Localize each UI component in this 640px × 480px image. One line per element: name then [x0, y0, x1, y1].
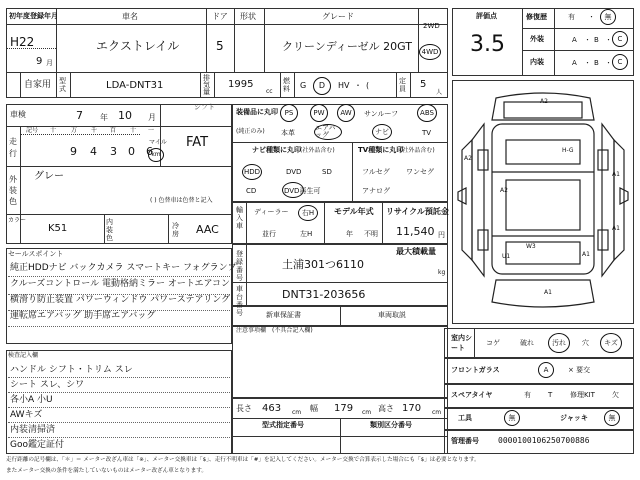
nav-hdd-label: HDD — [243, 167, 261, 176]
spare-yes: 有 — [524, 391, 531, 399]
seat-hole: 穴 — [582, 339, 589, 347]
registration-plate: 土浦301つ6110 — [282, 258, 364, 271]
color-code-label: カラー — [8, 217, 27, 224]
footer-line-2: またメーター交換の条件を満たしていないものはメーター改ざん車となります。 — [6, 468, 207, 474]
diagram-mark-4: A1 — [612, 171, 620, 178]
car-front-window — [506, 242, 580, 264]
sales-point-3: 横滑り防止装置 パワーウィンドウ パワーステアリング — [10, 295, 231, 305]
inspection-year-unit: 年 — [100, 113, 108, 122]
tools-value: 無 — [508, 413, 516, 422]
diagram-mark-5: A1 — [612, 225, 620, 232]
car-body — [492, 124, 594, 274]
car-front-outline — [492, 280, 594, 307]
mileage-unit-2: 万 — [71, 127, 78, 134]
windshield-mark: A — [543, 365, 549, 374]
import-right-circle — [298, 205, 318, 221]
ext-scale-dot2: ・ — [605, 36, 612, 44]
drive-4wd: 4WD — [421, 47, 439, 56]
mileage-digit-5: 6 — [146, 145, 153, 158]
displacement-value: 1995 — [228, 79, 254, 90]
load-label: 最大積載量 — [396, 247, 436, 256]
exterior-color-note: ( ) 色替車は色替と記入 — [150, 197, 213, 204]
length-unit: cm — [292, 409, 302, 416]
type-designation-label: 型式指定番号 — [262, 421, 304, 429]
spare-t: T — [548, 391, 553, 399]
fuel-paren: ( — [366, 81, 370, 90]
tools-label: 工具 — [458, 414, 472, 422]
recycle-label: リサイクル預託金 — [386, 207, 449, 216]
import-label: 輸入車 — [236, 206, 243, 230]
diagram-mark-9: U1 — [502, 253, 511, 260]
diagram-mark-1: A2 — [540, 98, 548, 105]
repair-no-circle — [600, 9, 616, 25]
nav-cd: CD — [246, 187, 257, 195]
diagram-mark-7: H-G — [562, 147, 574, 154]
width-value: 179 — [334, 403, 354, 414]
repair-no: 無 — [604, 12, 612, 21]
seat-tear: 破れ — [520, 339, 534, 347]
equip-airbag-label: エアバッグ — [315, 124, 336, 139]
windshield-label: フロントガラス — [451, 366, 500, 374]
interior-grade-label: 内装 — [530, 58, 544, 66]
windshield-note: × 要交 — [568, 366, 591, 374]
mileage-digit-1: 9 — [70, 145, 77, 158]
interior-seat-label: 室内シート — [451, 334, 472, 352]
nav-type-title: ナビ種類に丸印 — [252, 146, 301, 154]
seat-stain-circle — [548, 333, 570, 353]
car-name-label: 車名 — [122, 12, 138, 21]
score-value: 3.5 — [470, 32, 505, 57]
height-value: 170 — [402, 403, 422, 414]
int-scale-b: B — [594, 59, 599, 67]
mileage-unit-1: 十 — [50, 127, 57, 134]
inspector-note-2: シート スレ、シワ — [10, 380, 85, 390]
first-reg-year: H22 — [10, 35, 35, 49]
shift-value: FAT — [186, 135, 209, 150]
mile-unit: マイル — [149, 139, 167, 146]
nav-type-sub: (社外品含む) — [300, 147, 335, 154]
model-label: 型式 — [59, 77, 66, 93]
height-label: 高さ — [378, 404, 394, 413]
car-right-side — [602, 124, 614, 276]
shift-label: シフト — [194, 103, 215, 111]
fuel-hv: HV — [338, 81, 350, 90]
load-unit: kg — [438, 269, 446, 276]
chassis-value: DNT31-203656 — [282, 288, 366, 301]
height-unit: cm — [432, 409, 442, 416]
import-parallel: 並行 — [262, 230, 276, 238]
diagram-mark-3: A2 — [500, 187, 508, 194]
recycle-unit: 円 — [438, 231, 445, 239]
mileage-unit-6: 一 — [148, 127, 155, 134]
fuel-g: G — [300, 81, 307, 90]
aircon-value: AAC — [196, 223, 219, 236]
grade-label: グレード — [322, 12, 354, 21]
equip-abs — [417, 104, 437, 122]
own-use: 自家用 — [24, 80, 52, 90]
equip-pw-label: PW — [313, 108, 325, 117]
mileage-unit-4: 百 — [110, 127, 117, 134]
color-code-value: K51 — [48, 223, 68, 234]
jack-circle — [604, 410, 620, 426]
exterior-grade-label: 外装 — [530, 35, 544, 43]
inspection-year: 7 — [76, 109, 83, 122]
doors-label: ドア — [212, 12, 228, 21]
km-circle — [146, 145, 164, 162]
inspector-note-5: 内装清掃済 — [10, 425, 56, 435]
width-unit: cm — [362, 409, 372, 416]
grade-value: クリーンディーゼル 20GT — [282, 40, 413, 53]
model-value: LDA-DNT31 — [106, 80, 164, 91]
sales-point-1: 純正HDDナビ バックカメラ スマートキー フォグランプ — [10, 263, 237, 273]
car-diagram — [452, 80, 634, 324]
mileage-unit-3: 千 — [91, 127, 98, 134]
ext-scale-dot1: ・ — [584, 36, 591, 44]
car-name: エクストレイル — [96, 39, 180, 53]
footer-line-1: 走行距離の記号欄は、「＊」＝ メーター改ざん車は「※」、メーター交換車は「$」、走行不明車は「#」を記入してください。メーター交換で合算表示した場合にも「$」は必要となります。 — [6, 457, 480, 463]
capacity-unit: 人 — [436, 89, 443, 96]
nav-dvd-play: DVD再生可 — [284, 187, 321, 195]
chassis-label: 車台番号 — [236, 285, 243, 317]
notes-box — [232, 326, 448, 398]
spare-kit: 修理KIT — [570, 391, 595, 399]
header-box — [6, 8, 448, 98]
drive-4wd-circle — [419, 44, 441, 60]
seat-stain: 汚れ — [552, 338, 566, 347]
capacity-label: 定員 — [399, 77, 406, 93]
nav-dvd: DVD — [286, 168, 302, 176]
inspection-label: 車検 — [10, 110, 26, 119]
tv-oneseg: ワンセグ — [406, 168, 434, 176]
equip-abs-label: ABS — [420, 108, 434, 117]
diagram-mark-10: A1 — [544, 289, 552, 296]
equip-tv: TV — [422, 129, 432, 137]
diagram-mark-2: A2 — [464, 155, 472, 162]
repair-label: 修復歴 — [526, 13, 547, 21]
mileage-unit-0: 記号 — [26, 127, 39, 134]
sales-point-4: 運転席エアバッグ 助手席エアバッグ — [10, 311, 156, 321]
mgmt-label: 管理番号 — [451, 437, 479, 445]
new-car-warranty: 新車保証書 — [266, 311, 301, 319]
equip-aw-label: AW — [340, 108, 352, 117]
jack-label: ジャッキ — [560, 414, 588, 422]
spare-label: スペアタイヤ — [451, 391, 493, 399]
interior-c-circle — [612, 54, 628, 70]
wheel-rl — [478, 150, 488, 170]
first-reg-month: 9 — [36, 56, 43, 67]
capacity-value: 5 — [420, 79, 427, 90]
inspector-notes-label: 検査記入欄 — [8, 352, 39, 359]
inspector-note-4: AWキズ — [10, 410, 43, 420]
notes-label: 注意事項欄 — [236, 327, 267, 334]
equipment-title: 装備品に丸印 — [236, 108, 278, 116]
fuel-label: 燃料 — [283, 77, 290, 93]
mileage-digit-4: 0 — [128, 145, 135, 158]
equip-airbag — [314, 124, 342, 140]
doors-value: 5 — [216, 39, 224, 53]
int-scale-a: A — [572, 59, 577, 67]
tv-type-sub: (社外品含む) — [400, 147, 435, 154]
repair-yes: 有 — [568, 13, 575, 21]
seat-burn: コゲ — [486, 339, 500, 347]
int-scale-dot1: ・ — [584, 59, 591, 67]
tv-type-title: TV種類に丸印 — [358, 146, 404, 154]
mileage-digit-3: 3 — [110, 145, 117, 158]
inspection-month-unit: 月 — [148, 113, 156, 122]
recycle-value: 11,540 — [396, 225, 435, 238]
inspector-note-6: Goo鑑定証付 — [10, 440, 64, 450]
inspector-note-1: ハンドル シフト・トリム スレ — [10, 365, 133, 375]
import-dealer: ディーラー — [254, 208, 289, 216]
nav-hdd — [242, 164, 262, 180]
fuel-d: D — [318, 81, 326, 90]
tv-fullseg: フルセグ — [362, 168, 390, 176]
equip-sunroof: サンルーフ — [364, 110, 399, 118]
exterior-c-circle — [612, 31, 628, 47]
model-year-unit: 年 — [346, 230, 353, 238]
score-label: 評価点 — [476, 12, 497, 20]
aircon-label: 冷房 — [172, 222, 179, 238]
shape-label: 形状 — [240, 12, 256, 21]
tools-circle — [504, 410, 520, 426]
fuel-dot: ・ — [354, 81, 362, 90]
mgmt-value: 0000100106250700886 — [498, 436, 590, 445]
interior-color-label: 内装色 — [106, 218, 113, 242]
equip-ps-label: PS — [284, 108, 294, 117]
model-year-label: モデル年式 — [334, 207, 374, 216]
equip-navi — [372, 124, 392, 140]
exterior-color-value: グレー — [34, 171, 64, 182]
first-reg-label: 初年度登録年月 — [9, 12, 58, 20]
notes-sub: (不具合記入欄) — [272, 327, 313, 334]
fuel-d-circle — [313, 77, 331, 95]
interior-c: C — [617, 57, 623, 66]
first-reg-month-unit: 月 — [46, 59, 53, 67]
equip-navi-label: ナビ — [375, 127, 389, 136]
import-left: 左H — [300, 230, 313, 238]
seat-scratch: キズ — [604, 338, 618, 347]
equipment-subtitle: (純正のみ) — [236, 128, 265, 135]
length-label: 長さ — [236, 404, 252, 413]
wheel-rr — [598, 150, 608, 170]
km-unit: km — [151, 151, 161, 158]
windshield-mark-circle — [538, 362, 554, 378]
class-number-label: 類別区分番号 — [370, 421, 412, 429]
new-car-manual: 車両取説 — [378, 311, 406, 319]
car-left-side — [472, 124, 484, 276]
model-year-unknown: 不明 — [364, 230, 378, 238]
mileage-label: 走行 — [9, 137, 17, 158]
spare-missing: 欠 — [612, 391, 619, 399]
ext-scale-a: A — [572, 36, 577, 44]
equip-ps — [280, 104, 298, 122]
seat-scratch-circle — [600, 333, 622, 353]
equip-aw — [337, 104, 355, 122]
displacement-label: 排気量 — [203, 74, 210, 96]
sales-point-2: クルーズコントロール 電動格納ミラー オートエアコン — [10, 279, 231, 289]
width-label: 幅 — [310, 404, 318, 413]
inspector-note-3: 各小A 小U — [10, 395, 53, 405]
drive-2wd: 2WD — [423, 22, 440, 30]
registration-label: 登録番号 — [236, 250, 243, 282]
tv-analog: アナログ — [362, 187, 390, 195]
inspection-month: 10 — [118, 109, 132, 122]
cc-unit: cc — [266, 88, 273, 95]
wheel-fr — [598, 230, 608, 250]
wheel-fl — [478, 230, 488, 250]
nav-sd: SD — [322, 168, 332, 176]
equip-pw — [310, 104, 328, 122]
car-roof — [506, 180, 580, 230]
sales-points-label: セールスポイント — [8, 250, 64, 258]
mileage-digit-2: 4 — [90, 145, 97, 158]
exterior-c: C — [617, 34, 623, 43]
ext-scale-b: B — [594, 36, 599, 44]
import-right: 右H — [301, 208, 315, 217]
diagram-mark-8: W3 — [526, 243, 536, 250]
jack-value: 無 — [608, 413, 616, 422]
equip-leather: 本革 — [281, 129, 295, 137]
length-value: 463 — [262, 403, 282, 414]
repair-dot: ・ — [588, 13, 595, 21]
int-scale-dot2: ・ — [605, 59, 612, 67]
mileage-unit-5: 十 — [130, 127, 137, 134]
diagram-mark-6: A1 — [582, 251, 590, 258]
exterior-color-label: 外装色 — [9, 175, 17, 206]
